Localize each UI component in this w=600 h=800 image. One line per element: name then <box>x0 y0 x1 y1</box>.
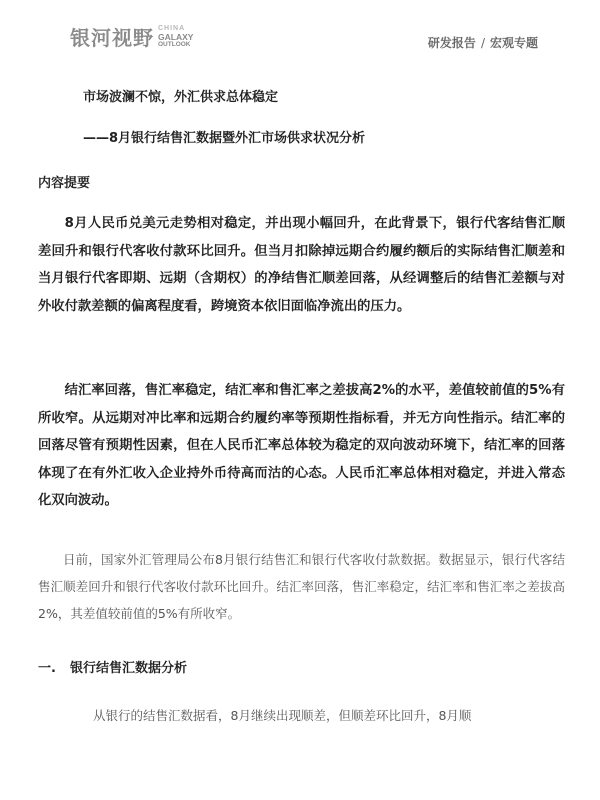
section-number: 一. <box>38 661 56 676</box>
section-heading <box>38 657 187 676</box>
report-title: 市场波澜不惊，外汇供求总体稳定 <box>83 90 279 105</box>
page-header <box>0 0 600 64</box>
abstract-heading: 内容提要 <box>38 176 91 191</box>
category-separator: / <box>480 36 485 50</box>
logo-english-text <box>158 25 193 49</box>
galaxy-logo <box>70 22 193 51</box>
section-title: 银行结售汇数据分析 <box>69 661 187 676</box>
intro-paragraph: 日前，国家外汇管理局公布8月银行结售汇和银行代客收付款数据。数据显示，银行代客结售汇顺差回升和银行代客收付款环比回升。结汇率回落，售汇率稳定，结汇率和售汇率之差拔高2%，其差值较前值的5%有所收窄。 <box>38 552 565 621</box>
subcategory-label: 宏观专题 <box>489 36 538 50</box>
abstract-paragraph-1: 8月人民币兑美元走势相对稳定，并出现小幅回升，在此背景下，银行代客结售汇顺差回升和银行代客收付款环比回升。但当月扣除掉远期合约履约额后的实际结售汇顺差和当月银行代客即期、远期（含期权）的净结售汇顺差回落，从经调整后的结售汇差额与对外收付款差额的偏离程度看，跨境资本依旧面临净流出的压力。 <box>38 216 565 314</box>
report-subtitle: ——8月银行结售汇数据暨外汇市场供求状况分析 <box>83 131 366 146</box>
report-category <box>428 34 538 51</box>
logo-english-line1: CHINA <box>158 24 186 32</box>
section-paragraph: 从银行的结售汇数据看，8月继续出现顺差，但顺差环比回升，8月顺 <box>93 708 472 723</box>
logo-chinese-text: 银河视野 <box>70 26 154 50</box>
logo-english-line3: OUTLOOK <box>158 40 191 48</box>
abstract-paragraph-2: 结汇率回落，售汇率稳定，结汇率和售汇率之差拔高2%的水平，差值较前值的5%有所收窄。从远期对冲比率和远期合约履约率等预期性指标看，并无方向性指示。结汇率的回落尽管有预期性因素，但在人民币汇率总体较为稳定的双向波动环境下，结汇率的回落体现了在有外汇收入企业持外币待高而沽的心态。人民币汇率总体相对稳定，并进入常态化双向波动。 <box>38 383 565 508</box>
logo-english-line2: GALAXY <box>158 31 194 42</box>
category-label: 研发报告 <box>427 36 476 50</box>
